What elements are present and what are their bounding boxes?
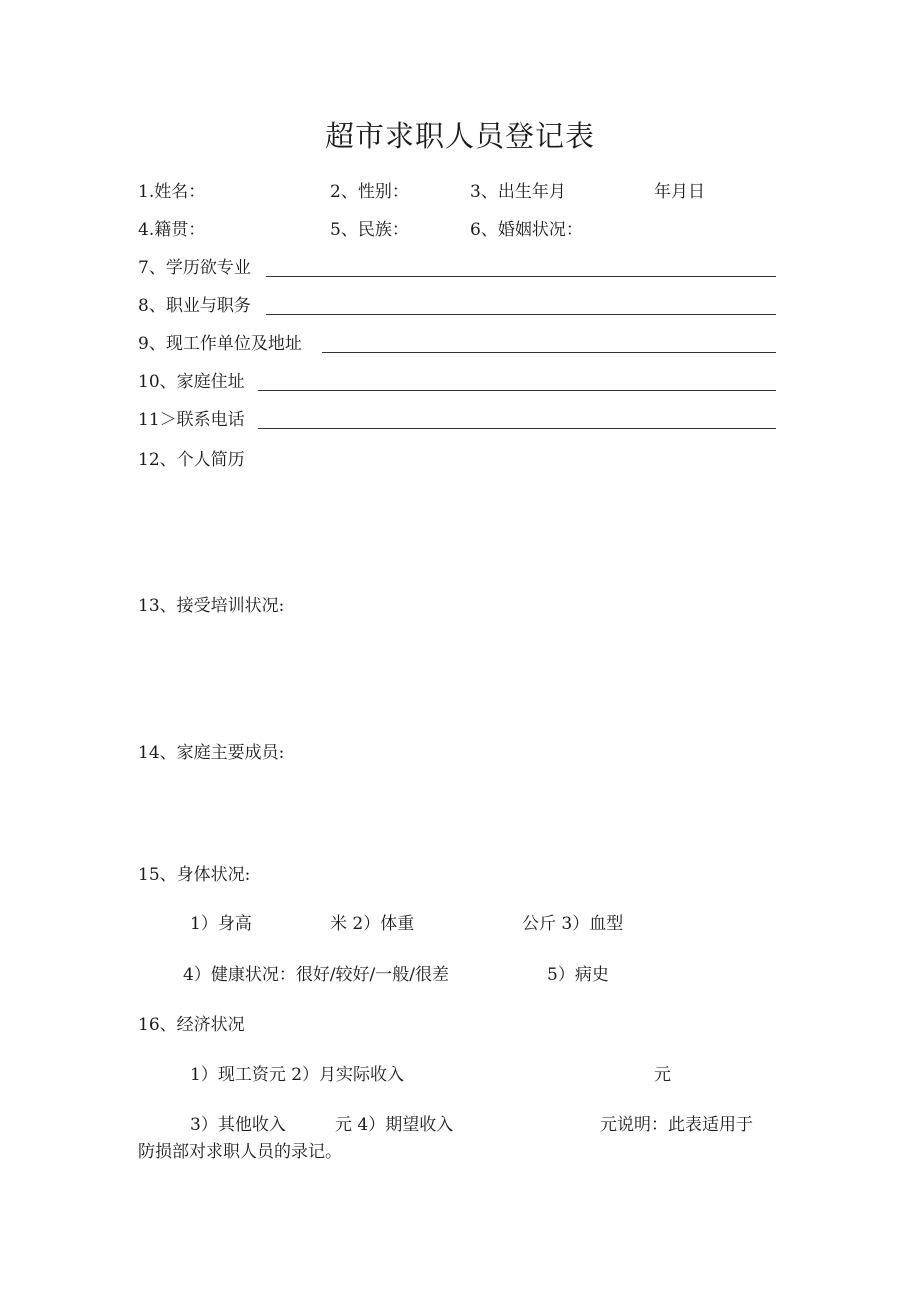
birth-date-units: 年月日: [654, 182, 705, 202]
phone-line[interactable]: [258, 428, 776, 429]
height-label: 1）身高: [190, 914, 252, 934]
health-condition-label: 4）健康状况：很好/较好/一般/很差: [183, 965, 449, 985]
note-line-2: 防损部对求职人员的录记。: [138, 1142, 342, 1162]
other-income-label: 3）其他收入: [190, 1115, 286, 1135]
home-address-line[interactable]: [258, 390, 776, 391]
gender-label: 2、性别：: [330, 182, 409, 202]
workplace-label: 9、现工作单位及地址: [138, 334, 302, 354]
home-address-label: 10、家庭住址: [138, 372, 245, 392]
ethnicity-label: 5、民族：: [330, 220, 409, 240]
birth-label: 3、出生年月: [470, 182, 566, 202]
salary-label: 1）现工资元 2）月实际收入: [190, 1065, 405, 1085]
education-line[interactable]: [266, 276, 776, 277]
income-unit: 元: [654, 1065, 671, 1085]
expected-income-label: 元 4）期望收入: [335, 1115, 454, 1135]
medical-history-label: 5）病史: [547, 965, 609, 985]
education-label: 7、学历欲专业: [138, 258, 251, 278]
economy-section: 16、经济状况: [138, 1015, 245, 1035]
name-label: 1.姓名：: [138, 182, 206, 202]
family-section: 14、家庭主要成员:: [138, 743, 285, 763]
weight-label: 米 2）体重: [330, 914, 415, 934]
occupation-label: 8、职业与职务: [138, 296, 251, 316]
phone-label: 11＞联系电话: [138, 410, 245, 430]
training-section: 13、接受培训状况:: [138, 596, 285, 616]
health-section: 15、身体状况:: [138, 865, 251, 885]
resume-section: 12、个人简历: [138, 450, 245, 470]
note-line-1: 元说明：此表适用于: [600, 1115, 753, 1135]
page-title: 超市求职人员登记表: [324, 119, 595, 153]
occupation-line[interactable]: [266, 314, 776, 315]
workplace-line[interactable]: [322, 352, 776, 353]
blood-type-label: 公斤 3）血型: [522, 914, 624, 934]
marital-label: 6、婚姻状况：: [470, 220, 583, 240]
origin-label: 4.籍贯：: [138, 220, 206, 240]
